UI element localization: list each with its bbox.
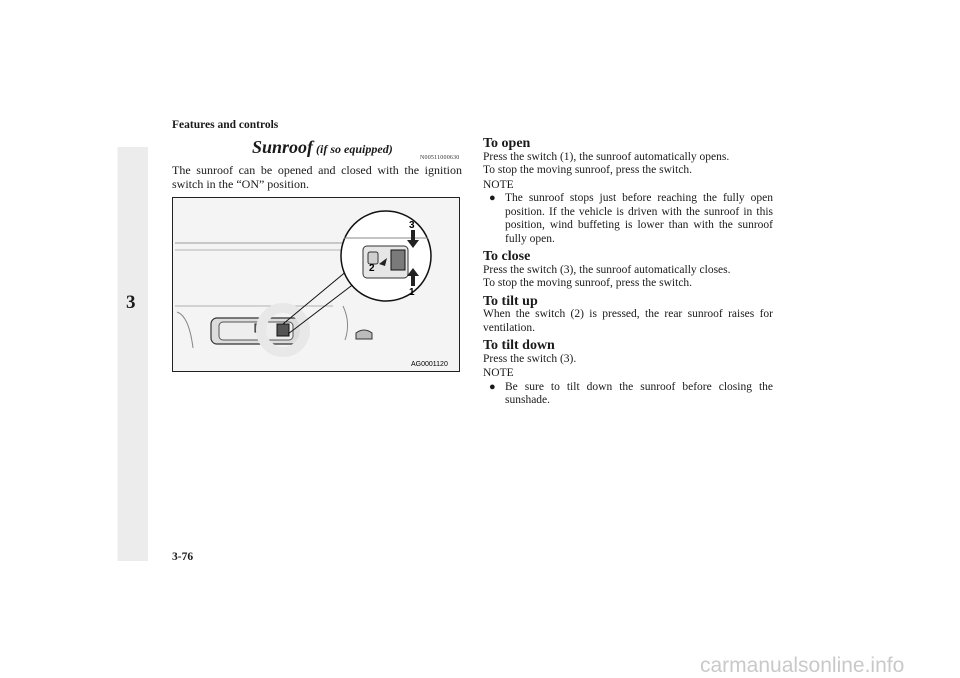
tilt-down-text: Press the switch (3). xyxy=(483,352,577,365)
open-text-2: To stop the moving sunroof, press the switch. xyxy=(483,164,693,176)
bullet-icon: ● xyxy=(489,380,496,393)
open-note-text: The sunroof stops just before reaching the fully open position. If the vehicle is driven with the sunroof in this position, wind buffeting is lower than with the sunroof fully open. xyxy=(505,192,773,245)
section-title-text: Sunroof xyxy=(252,137,314,157)
figure-label-2: 2 xyxy=(369,263,375,274)
trim-edge xyxy=(177,312,193,348)
bullet-icon: ● xyxy=(489,192,496,204)
open-note xyxy=(483,192,773,246)
page-number: 3-76 xyxy=(172,551,194,563)
watermark: carmanualsonline.info xyxy=(700,654,905,677)
chapter-tab-number: 3 xyxy=(126,292,136,313)
heading-to-tilt-up: To tilt up xyxy=(483,293,538,309)
open-text-1: Press the switch (1), the sunroof automatically opens. xyxy=(483,150,730,163)
magnified-sunroof-switch xyxy=(391,250,405,270)
callout-line xyxy=(283,270,348,324)
chapter-tab xyxy=(117,147,148,561)
console-sunroof-switch xyxy=(277,324,289,336)
heading-to-open: To open xyxy=(483,136,531,151)
figure-label-1: 1 xyxy=(409,287,415,298)
close-text-2: To stop the moving sunroof, press the switch. xyxy=(483,277,693,289)
visor-clip xyxy=(356,330,372,339)
note-label: NOTE xyxy=(483,367,514,379)
close-text-1: Press the switch (3), the sunroof automatically closes. xyxy=(483,263,731,276)
heading-to-close: To close xyxy=(483,249,531,264)
right-column xyxy=(483,137,773,408)
note-label: NOTE xyxy=(483,178,514,191)
section-intro: The sunroof can be opened and closed with the ignition switch in the “ON” position. xyxy=(172,163,462,191)
heading-to-tilt-down: To tilt down xyxy=(483,338,555,353)
figure-code: AG0001120 xyxy=(411,361,448,368)
tilt-down-note-text: Be sure to tilt down the sunroof before closing the sunshade. xyxy=(505,380,773,406)
section-title xyxy=(252,137,393,158)
trim-edge xyxy=(343,306,348,340)
sunroof-switch-figure xyxy=(172,197,460,372)
tilt-up-text: When the switch (2) is pressed, the rear sunroof raises for ventilation. xyxy=(483,308,773,334)
tilt-down-note xyxy=(483,381,773,408)
chapter-header: Features and controls xyxy=(172,119,279,131)
figure-label-3: 3 xyxy=(409,220,415,231)
sunroof-switch-illustration xyxy=(173,198,459,371)
section-subtitle: (if so equipped) xyxy=(313,142,393,156)
section-code: N00511000630 xyxy=(420,155,460,161)
